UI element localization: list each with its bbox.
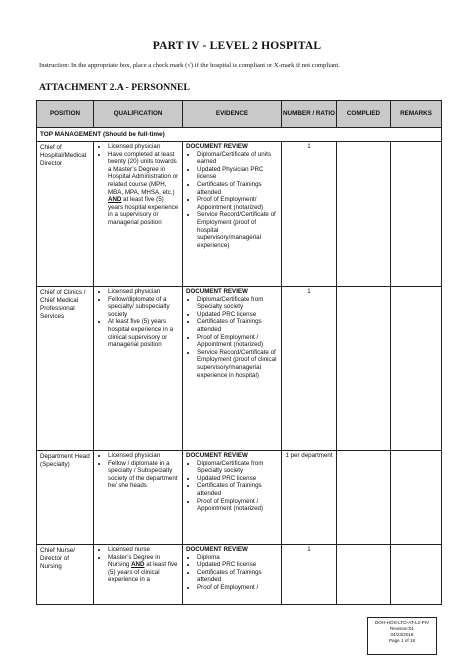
evidence-cell (183, 545, 282, 605)
evidence-item: • Proof of Employment/ Appointment (notarized) (197, 196, 279, 211)
revision-date: 04/23/2018 (390, 632, 414, 637)
evidence-item: • Updated Physician PRC license (197, 166, 279, 181)
header-number-ratio: NUMBER / RATIO (282, 101, 337, 128)
header-qualification: QUALIFICATION (94, 101, 183, 128)
position-cell: Chief of Clinics / Chief Medical Professional Services (37, 287, 94, 451)
qualification-text: Have completed at least twenty (20) units towards a Master’s Degree in Hospital Administration or related course (MPH, MBA, MPA, MHSA, etc.) (108, 150, 179, 196)
and-emphasis: AND (108, 196, 122, 204)
table-row (37, 142, 442, 287)
qualification-item (108, 554, 180, 584)
remarks-cell[interactable] (391, 142, 442, 287)
qualification-cell (94, 545, 183, 605)
section-label: TOP MANAGEMENT (Should be full-time) (37, 128, 442, 142)
qualification-item (108, 151, 180, 227)
header-remarks: REMARKS (391, 101, 442, 128)
header-position: POSITION (37, 101, 94, 128)
page-title: PART IV - LEVEL 2 HOSPITAL (152, 40, 322, 52)
qualification-text: at least five (5) years of clinical experience in a (108, 561, 178, 584)
evidence-heading: DOCUMENT REVIEW (186, 288, 248, 295)
evidence-item: • Certificates of Trainings attended (197, 181, 279, 196)
evidence-item: • Diploma/Certificate from Specialty society (197, 460, 279, 475)
table-row (37, 451, 442, 545)
number-cell: 1 (282, 545, 337, 605)
evidence-item: • Updated PRC license (197, 311, 279, 319)
evidence-item: • Proof of Employment / Appointment (notarized) (197, 498, 279, 513)
instruction-text: Instruction: In the appropriate box, place a check mark (√) if the hospital is compliant or X-mark if not compliant. (39, 62, 340, 69)
evidence-cell (183, 142, 282, 287)
doc-code: DOH-HOS-LTO-AT-L2-PIV (374, 620, 430, 625)
evidence-item: • Service Record/Certificate of Employment (proof of clinical supervisory/managerial experience in hospital) (197, 349, 279, 379)
qualification-cell (94, 451, 183, 545)
qualification-text: Master’s Degree in Nursing (108, 553, 161, 569)
evidence-item: • Proof of Employment / Appointment (notarized) (197, 334, 279, 349)
qualification-item: • Fellow/diplomate of a specialty/ subspecialty society (108, 296, 180, 319)
header-complied: COMPLIED (337, 101, 391, 128)
evidence-heading: DOCUMENT REVIEW (186, 452, 248, 459)
remarks-cell[interactable] (391, 451, 442, 545)
evidence-item: • Certificates of Trainings attended (197, 569, 279, 584)
evidence-item: • Updated PRC license (197, 561, 279, 569)
page-number: Page 1 of 18 (388, 638, 416, 643)
qualification-cell (94, 142, 183, 287)
table-row (37, 545, 442, 605)
evidence-cell (183, 287, 282, 451)
position-cell: Chief Nurse/ Director of Nursing (37, 545, 94, 605)
evidence-item: • Certificates of Trainings attended (197, 318, 279, 333)
evidence-item: • Updated PRC license (197, 475, 279, 483)
evidence-item: • Service Record/Certificate of Employment (proof of hospital supervisory/managerial experience) (197, 211, 279, 249)
complied-cell[interactable] (337, 142, 391, 287)
evidence-heading: DOCUMENT REVIEW (186, 546, 248, 553)
table-header-row (37, 101, 442, 128)
qualification-cell (94, 287, 183, 451)
attachment-heading: ATTACHMENT 2.A - PERSONNEL (39, 82, 190, 93)
document-control-box (367, 617, 437, 655)
table-row (37, 287, 442, 451)
personnel-table (36, 100, 442, 605)
number-cell: 1 (282, 142, 337, 287)
qualification-text: at least five (5) years hospital experience in a supervisory or managerial position (108, 196, 179, 226)
revision: Revision:01 (389, 626, 414, 631)
header-evidence: EVIDENCE (183, 101, 282, 128)
qualification-item: • Licensed physician (108, 143, 180, 151)
position-cell: Chief of Hospital/Medical Director (37, 142, 94, 287)
qualification-item: • Licensed nurse (108, 546, 180, 554)
evidence-item: • Certificates of Trainings attended (197, 482, 279, 497)
remarks-cell[interactable] (391, 545, 442, 605)
evidence-item: • Diploma/Certificate from Specialty society (197, 296, 279, 311)
remarks-cell[interactable] (391, 287, 442, 451)
evidence-item: • Diploma (197, 554, 279, 562)
number-cell: 1 (282, 287, 337, 451)
qualification-item: • Fellow / diplomate in a specialty / Subspecialty society of the department he/ she heads (108, 460, 180, 490)
qualification-item: • At least five (5) years hospital experience in a clinical supervisory or managerial position (108, 318, 180, 348)
complied-cell[interactable] (337, 287, 391, 451)
evidence-item: • Diploma/Certificate of units earned (197, 151, 279, 166)
evidence-cell (183, 451, 282, 545)
section-row (37, 128, 442, 142)
complied-cell[interactable] (337, 545, 391, 605)
evidence-heading: DOCUMENT REVIEW (186, 143, 248, 150)
number-cell: 1 per department (282, 451, 337, 545)
and-emphasis: AND (131, 561, 145, 569)
evidence-item: • Proof of Employment / (197, 584, 279, 592)
qualification-item: • Licensed physician (108, 288, 180, 296)
qualification-item: • Licensed physician (108, 452, 180, 460)
position-cell: Department Head (Specialty) (37, 451, 94, 545)
complied-cell[interactable] (337, 451, 391, 545)
